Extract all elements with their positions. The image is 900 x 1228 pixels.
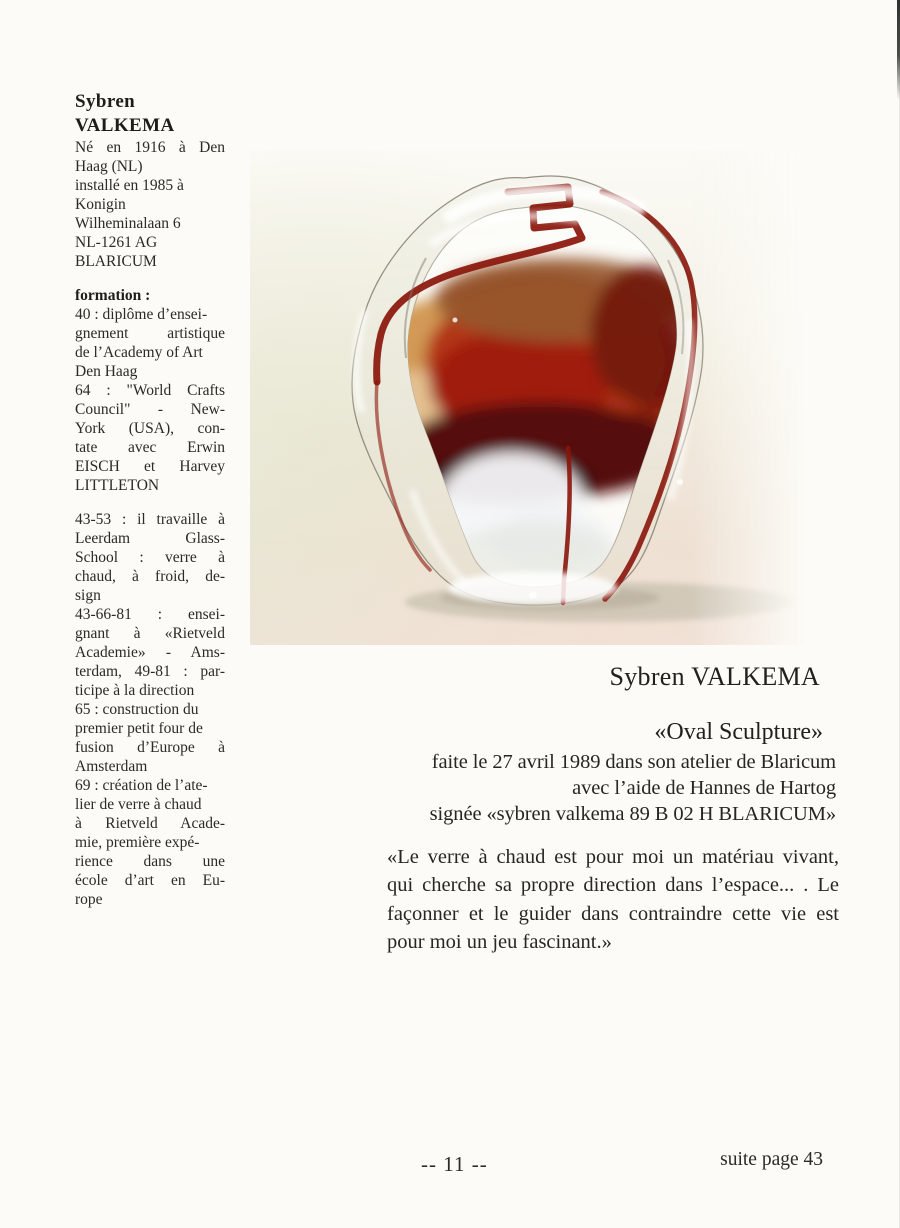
bio-line: Council" - New-	[75, 401, 225, 418]
bio-line: rope	[75, 891, 103, 908]
bio-line: 43-53 : il travaille à	[75, 511, 225, 528]
bio-line: sign	[75, 587, 101, 604]
oval-sculpture-illustration	[250, 150, 815, 645]
bio-line: York (USA), con-	[75, 420, 225, 437]
artist-bio-column	[75, 90, 225, 909]
bio-line: NL-1261 AG	[75, 234, 158, 251]
bio-line: Leerdam Glass-	[75, 530, 225, 547]
bio-line: VALKEMA	[75, 115, 175, 136]
bio-line: gnant à «Rietveld	[75, 625, 225, 642]
bio-line: chaud, à froid, de-	[75, 568, 225, 585]
quote-line: pour moi un jeu fascinant.»	[387, 931, 612, 954]
artwork-photo	[250, 150, 815, 645]
bio-line: 40 : diplôme d’ensei-	[75, 306, 208, 323]
bio-line: Haag (NL)	[75, 158, 143, 175]
quote-line: façonner et le guider dans contraindre cette vie est	[387, 902, 839, 925]
bio-line: Amsterdam	[75, 758, 148, 775]
bio-line: fusion d’Europe à	[75, 739, 225, 756]
bio-line: 65 : construction du	[75, 701, 199, 718]
bio-line: ticipe à la direction	[75, 682, 195, 699]
bio-line: école d’art en Eu-	[75, 872, 225, 889]
bio-line: BLARICUM	[75, 253, 157, 270]
quote-line: qui cherche sa propre direction dans l’espace... . Le	[387, 874, 839, 897]
bio-line: Konigin	[75, 196, 126, 213]
quote-line: «Le verre à chaud est pour moi un matériau vivant,	[387, 846, 839, 868]
artist-quote	[387, 843, 839, 957]
bio-line: EISCH et Harvey	[75, 458, 225, 475]
bio-line: de l’Academy of Art	[75, 344, 203, 361]
caption-details	[380, 749, 836, 827]
caption-detail-line: faite le 27 avril 1989 dans son atelier de Blaricum	[431, 751, 836, 773]
bio-line: Academie» - Ams-	[75, 644, 225, 661]
bio-line: rience dans une	[75, 853, 225, 870]
bio-line: Né en 1916 à Den	[75, 139, 225, 156]
caption-artist-name: Sybren VALKEMA	[609, 662, 820, 691]
bio-line: installé en 1985 à	[75, 177, 184, 194]
bio-line: School : verre à	[75, 549, 225, 566]
bio-line: tate avec Erwin	[75, 439, 225, 456]
bio-line: Den Haag	[75, 363, 138, 380]
bio-line: 43-66-81 : ensei-	[75, 606, 225, 623]
bio-line: mie, première expé-	[75, 834, 200, 851]
bio-line: premier petit four de	[75, 720, 203, 737]
bio-line: 69 : création de l’ate-	[75, 777, 208, 794]
page-number: -- 11 --	[421, 1152, 488, 1176]
bio-line: LITTLETON	[75, 477, 160, 494]
caption-detail-line: signée «sybren valkema 89 B 02 H BLARICUM»	[429, 803, 836, 825]
bio-line: terdam, 49-81 : par-	[75, 663, 225, 680]
bio-line: Wilheminalaan 6	[75, 215, 181, 232]
bio-line: lier de verre à chaud	[75, 796, 202, 813]
bio-line: gnement artistique	[75, 325, 225, 342]
bio-line: formation :	[75, 287, 151, 304]
bio-line: 64 : "World Crafts	[75, 382, 225, 399]
continuation-note: suite page 43	[720, 1149, 823, 1170]
caption-detail-line: avec l’aide de Hannes de Hartog	[572, 777, 836, 799]
bio-line: Sybren	[75, 91, 136, 112]
bio-line: à Rietveld Acade-	[75, 815, 225, 832]
caption-block	[380, 662, 836, 827]
artwork-title: «Oval Sculpture»	[654, 719, 823, 745]
